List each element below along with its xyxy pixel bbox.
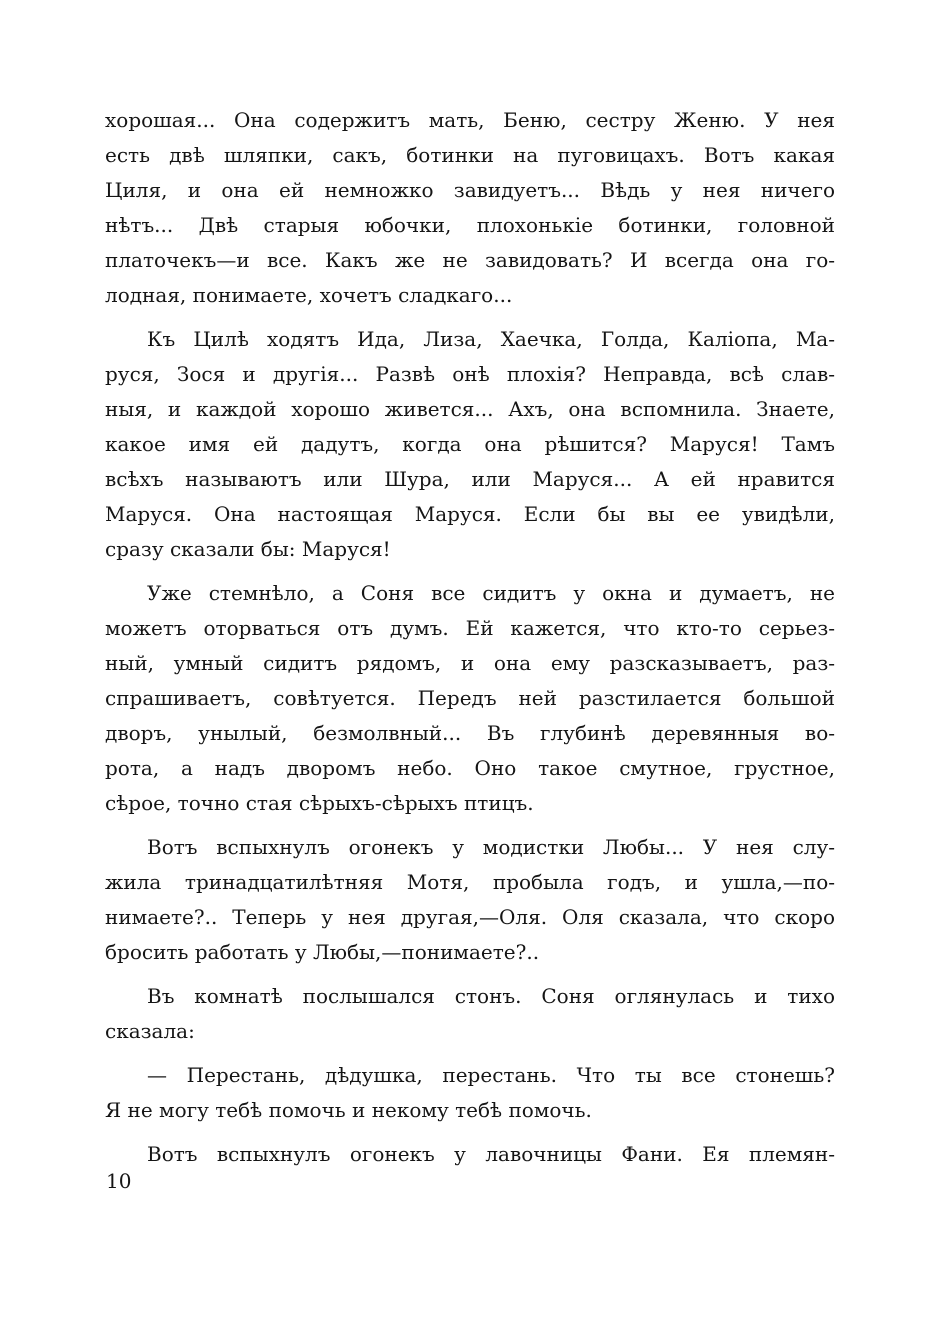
text-line: какое имя ей дадутъ, когда она рѣшится? Маруся! Тамъ <box>105 432 835 456</box>
paragraph-5 <box>105 979 835 1049</box>
text-line: платочекъ—и все. Какъ же не завидовать? И всегда она го- <box>105 248 835 272</box>
body-text <box>105 103 835 1172</box>
paragraph-1 <box>105 103 835 313</box>
text-line: сѣрое, точно стая сѣрыхъ-сѣрыхъ птицъ. <box>105 791 534 815</box>
text-line: ныя, и каждой хорошо живется... Ахъ, она вспомнила. Знаете, <box>105 397 835 421</box>
text-line: всѣхъ называютъ или Шура, или Маруся... А ей нравится <box>105 467 835 491</box>
paragraph-6 <box>105 1058 835 1128</box>
text-line: рота, а надъ дворомъ небо. Оно такое смутное, грустное, <box>105 756 835 780</box>
text-line: бросить работать у Любы,—понимаете?.. <box>105 940 540 964</box>
text-line: сказала: <box>105 1019 195 1043</box>
text-line: Къ Цилѣ ходятъ Ида, Лиза, Хаечка, Голда, Каліопа, Ма- <box>147 327 835 351</box>
paragraph-3 <box>105 576 835 821</box>
text-line: Въ комнатѣ послышался стонъ. Соня оглянулась и тихо <box>147 984 835 1008</box>
text-line: Вотъ вспыхнулъ огонекъ у модистки Любы... У нея слу- <box>147 835 835 859</box>
text-line: ный, умный сидитъ рядомъ, и она ему разсказываетъ, раз- <box>105 651 835 675</box>
paragraph-4 <box>105 830 835 970</box>
text-line: спрашиваетъ, совѣтуется. Передъ ней разстилается большой <box>105 686 835 710</box>
text-line: нимаете?.. Теперь у нея другая,—Оля. Оля сказала, что скоро <box>105 905 835 929</box>
text-line: хорошая... Она содержитъ мать, Беню, сестру Женю. У нея <box>105 108 835 132</box>
text-line: жила тринадцатилѣтняя Мотя, пробыла годъ, и ушла,—по- <box>105 870 835 894</box>
text-line: есть двѣ шляпки, сакъ, ботинки на пуговицахъ. Вотъ какая <box>105 143 835 167</box>
page-number: 10 <box>106 1169 132 1193</box>
paragraph-2 <box>105 322 835 567</box>
text-line: Я не могу тебѣ помочь и некому тебѣ помочь. <box>105 1098 592 1122</box>
text-line: нѣтъ... Двѣ старыя юбочки, плохонькіе ботинки, головной <box>105 213 835 237</box>
text-line: сразу сказали бы: Маруся! <box>105 537 391 561</box>
text-line: Уже стемнѣло, а Соня все сидитъ у окна и думаетъ, не <box>147 581 835 605</box>
text-line: Вотъ вспыхнулъ огонекъ у лавочницы Фани. Ея племян- <box>147 1142 835 1166</box>
text-line: можетъ оторваться отъ думъ. Ей кажется, что кто-то серьез- <box>105 616 835 640</box>
text-line: — Перестань, дѣдушка, перестань. Что ты все стонешь? <box>147 1063 835 1087</box>
text-line: Циля, и она ей немножко завидуетъ... Вѣдь у нея ничего <box>105 178 835 202</box>
text-line: дворъ, унылый, безмолвный... Въ глубинѣ деревянныя во- <box>105 721 835 745</box>
text-line: Маруся. Она настоящая Маруся. Если бы вы ее увидѣли, <box>105 502 835 526</box>
text-line: руся, Зося и другія... Развѣ онѣ плохія? Неправда, всѣ слав- <box>105 362 835 386</box>
text-line: лодная, понимаете, хочетъ сладкаго... <box>105 283 513 307</box>
paragraph-7 <box>105 1137 835 1172</box>
